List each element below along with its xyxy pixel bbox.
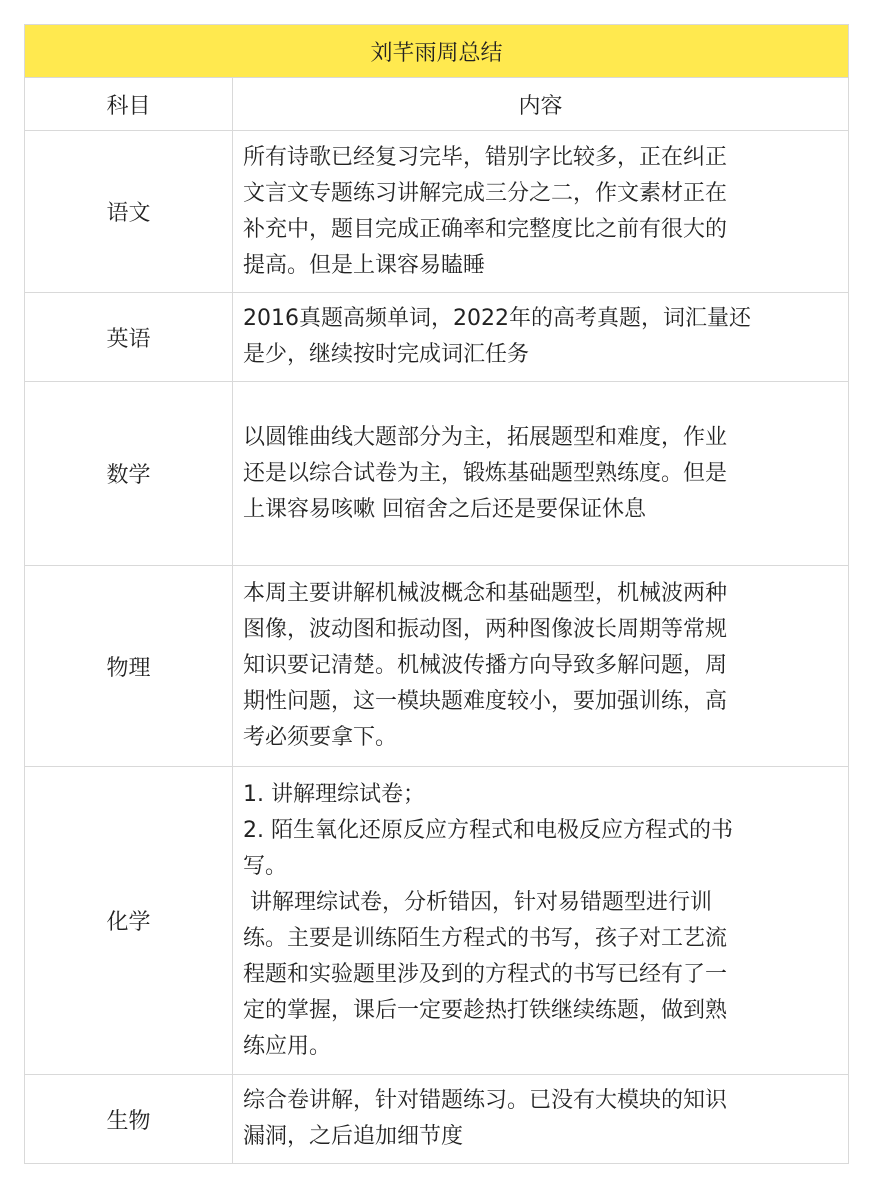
content-line: 程题和实验题里涉及到的方程式的书写已经有了一 [243,961,728,987]
table-row [25,566,849,767]
content-line: 本周主要讲解机械波概念和基础题型，机械波两种 [243,581,728,606]
content-line: 文言文专题练习讲解完成三分之二，作文素材正在 [243,180,728,206]
content-line: 漏洞，之后追加细节度 [243,1124,464,1149]
content-cell [233,767,849,1075]
subject-cell: 生物 [25,1075,233,1164]
content-line: 图像，波动图和振动图，两种图像波长周期等常规 [243,617,728,642]
header-row [25,78,849,131]
weekly-summary-table [24,24,849,1164]
content-cell [233,1075,849,1164]
table-title: 刘芊雨周总结 [25,25,849,78]
content-cell [233,131,849,293]
content-line: 还是以综合试卷为主，锻炼基础题型熟练度。但是 [243,460,728,486]
content-line: 综合卷讲解，针对错题练习。已没有大模块的知识 [243,1088,728,1113]
subject-column-header: 科目 [25,78,233,131]
content-line: 2. 陌生氧化还原反应方程式和电极反应方程式的书 [243,817,733,843]
content-line: 考必须要拿下。 [243,725,398,750]
content-line: 1. 讲解理综试卷； [243,781,425,807]
content-line: 练应用。 [243,1033,332,1059]
content-line: 知识要记清楚。机械波传播方向导致多解问题，周 [243,653,728,678]
content-line: 补充中，题目完成正确率和完整度比之前有很大的 [243,216,728,242]
content-line: 讲解理综试卷，分析错因，针对易错题型进行训 [243,889,712,915]
content-line: 写。 [243,853,288,879]
table-row [25,1075,849,1164]
table-row [25,382,849,566]
content-cell [233,293,849,382]
subject-cell: 数学 [25,382,233,566]
content-line: 练。主要是训练陌生方程式的书写，孩子对工艺流 [243,925,728,951]
content-line: 所有诗歌已经复习完毕，错别字比较多，正在纠正 [243,144,728,170]
content-line: 是少，继续按时完成词汇任务 [243,342,530,367]
title-row [25,25,849,78]
subject-cell: 语文 [25,131,233,293]
content-line: 2016真题高频单词，2022年的高考真题，词汇量还 [243,306,751,331]
table-row [25,293,849,382]
content-column-header: 内容 [233,78,849,131]
table-row [25,131,849,293]
content-line: 提高。但是上课容易瞌睡 [243,252,486,278]
content-line: 上课容易咳嗽 回宿舍之后还是要保证休息 [243,496,646,522]
subject-cell: 英语 [25,293,233,382]
subject-cell: 化学 [25,767,233,1075]
content-line: 期性问题，这一模块题难度较小，要加强训练，高 [243,689,728,714]
content-cell [233,382,849,566]
content-line: 定的掌握，课后一定要趁热打铁继续练题，做到熟 [243,997,728,1023]
content-cell [233,566,849,767]
content-line: 以圆锥曲线大题部分为主，拓展题型和难度，作业 [243,424,728,450]
subject-cell: 物理 [25,566,233,767]
table-row [25,767,849,1075]
